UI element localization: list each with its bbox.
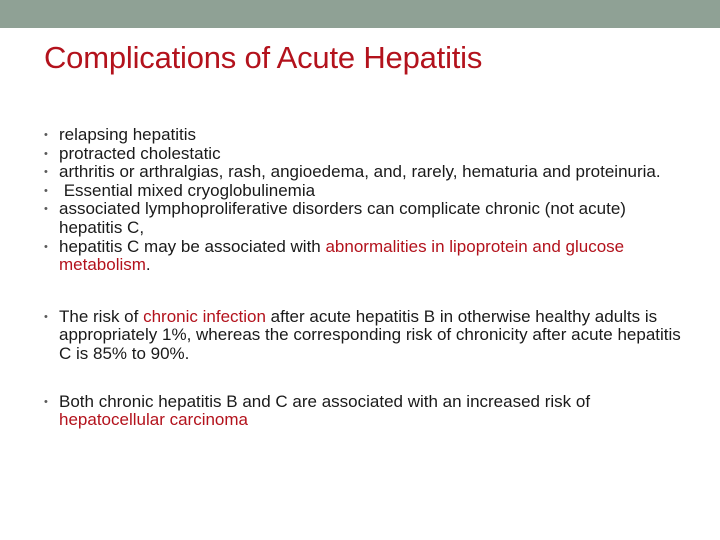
bullet-dot-icon: • xyxy=(44,166,48,179)
bullet-text: . xyxy=(145,255,151,275)
bullet-dot-icon: • xyxy=(44,395,48,408)
bullet-dot-icon: • xyxy=(44,203,48,216)
bullet-item xyxy=(44,393,684,430)
bullet-dot-icon: • xyxy=(44,240,48,253)
slide-title: Complications of Acute Hepatitis xyxy=(44,40,483,75)
bullet-dot-icon: • xyxy=(44,310,48,323)
spacer xyxy=(44,275,684,308)
bullet-item xyxy=(44,238,684,275)
bullet-text: after acute hepatitis B in otherwise healthy adults is appropriately 1%, whereas the corresponding risk of chronicity after acute hepatitis C is 85% to 90%. xyxy=(59,306,681,363)
bullet-dot-icon: • xyxy=(44,129,48,141)
bullet-item xyxy=(44,145,684,164)
bullet-text: arthritis or arthralgias, rash, angioedema, and, rarely, hematuria and proteinuria. xyxy=(59,162,661,182)
bullet-item xyxy=(44,182,684,201)
bullet-text: protracted cholestatic xyxy=(59,143,221,163)
top-accent-bar xyxy=(0,0,720,28)
bullet-dot-icon: • xyxy=(44,184,48,197)
bullet-item xyxy=(44,163,684,182)
bullet-item xyxy=(44,126,684,145)
spacer xyxy=(44,364,684,393)
bullet-text: associated lymphoproliferative disorders can complicate chronic (not acute) hepatitis C, xyxy=(59,199,626,237)
highlighted-text: hepatocellular carcinoma xyxy=(59,410,248,430)
slide-body xyxy=(44,126,684,430)
highlighted-text: chronic infection xyxy=(143,306,266,326)
bullet-item xyxy=(44,200,684,237)
bullet-text: hepatitis C may be associated with xyxy=(59,236,326,256)
bullet-text: relapsing hepatitis xyxy=(59,125,197,144)
bullet-dot-icon: • xyxy=(44,147,48,160)
bullet-text: Both chronic hepatitis B and C are associated with an increased risk of xyxy=(59,391,591,411)
bullet-text: Essential mixed cryoglobulinemia xyxy=(59,180,316,200)
highlighted-text: abnormalities in lipoprotein and glucose metabolism xyxy=(59,236,625,275)
bullet-item xyxy=(44,308,684,364)
bullet-text: The risk of xyxy=(59,306,144,326)
